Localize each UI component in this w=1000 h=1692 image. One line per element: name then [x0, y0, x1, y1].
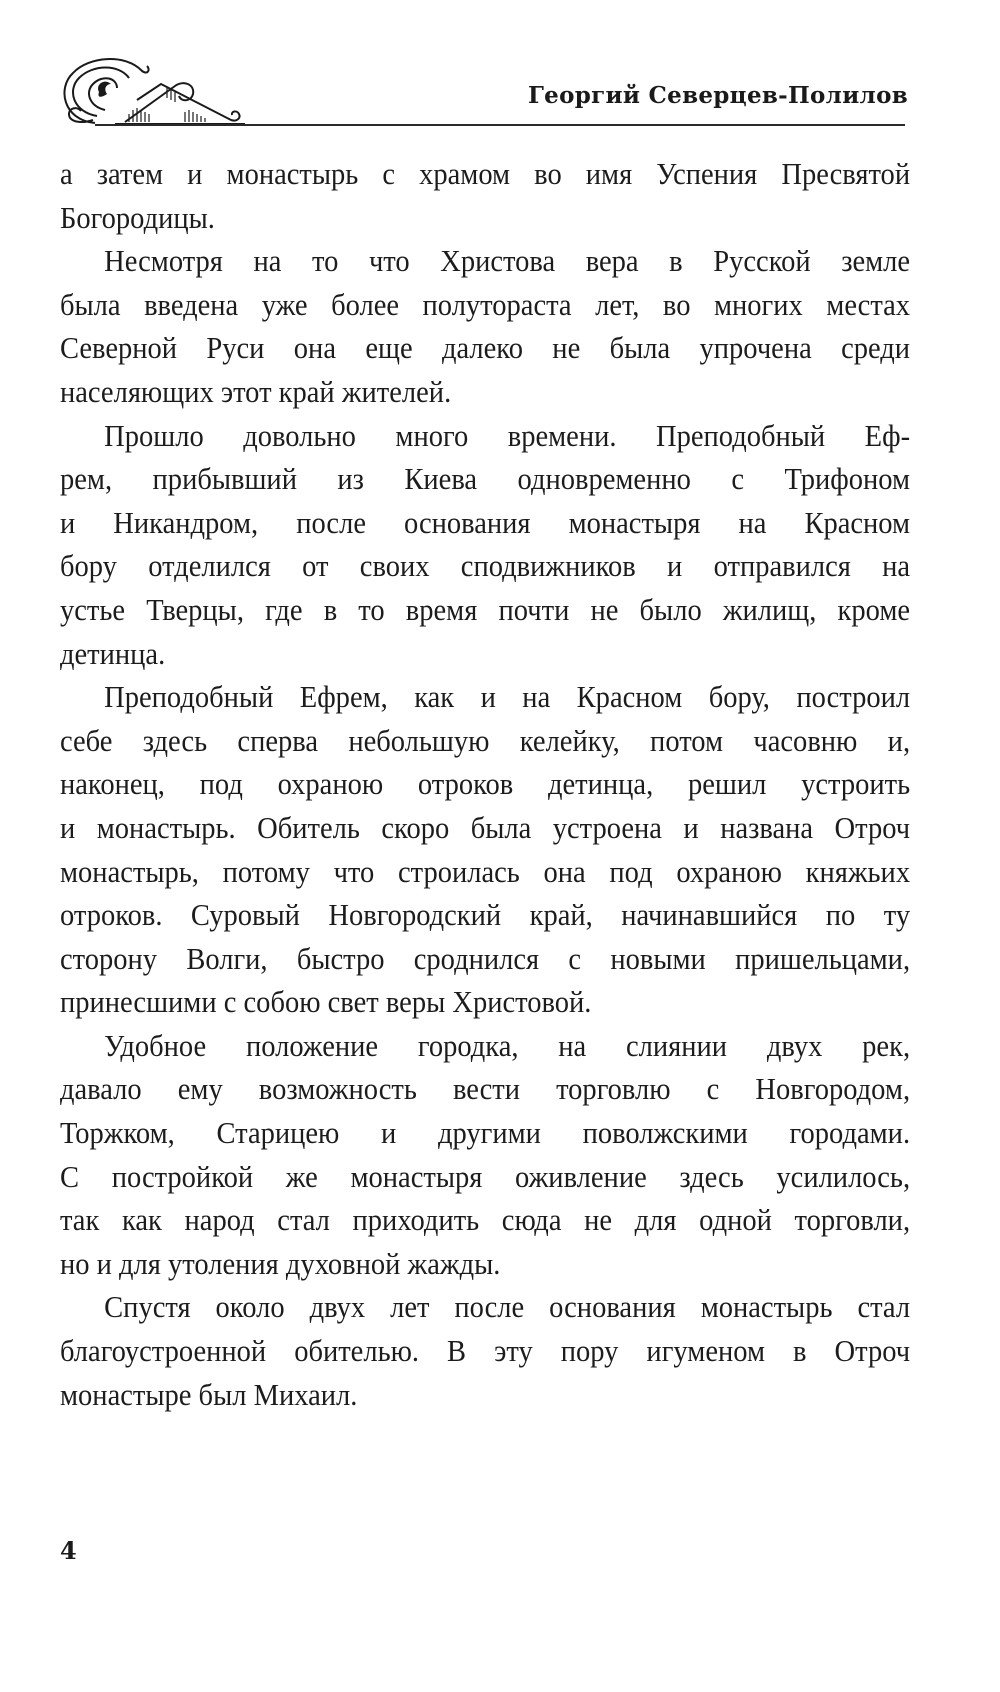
text-line: отроков. Суровый Новгородский край, начинавшийся по ту: [60, 897, 911, 933]
text-line: принесшими с собою свет веры Христовой.: [60, 984, 592, 1020]
body-text: [60, 152, 910, 1416]
header-rule: [95, 124, 905, 126]
text-line: Торжком, Старицею и другими поволжскими городами.: [60, 1115, 911, 1151]
text-line: была введена уже более полутораста лет, во многих местах: [60, 286, 911, 322]
decorative-scroll-ornament-icon: [55, 48, 245, 128]
text-line: благоустроенной обителью. В эту пору игуменом в Отроч: [60, 1333, 911, 1369]
paragraph-first-line: Спустя около двух лет после основания монастырь стал: [104, 1289, 911, 1325]
text-line: и монастырь. Обитель скоро была устроена и названа Отроч: [60, 809, 911, 845]
paragraph-first-line: Прошло довольно много времени. Преподобный Еф-: [104, 417, 911, 453]
text-line: детинца.: [60, 635, 166, 671]
text-line: С постройкой же монастыря оживление здесь усилилось,: [60, 1158, 911, 1194]
text-line: устье Тверцы, где в то время почти не было жилищ, кроме: [60, 591, 911, 627]
text-line: Богородицы.: [60, 199, 215, 235]
text-line: рем, прибывший из Киева одновременно с Трифоном: [60, 461, 911, 497]
running-head-author: Георгий Северцев-Полилов: [527, 82, 908, 109]
text-line: Северной Руси она еще далеко не была упрочена среди: [60, 330, 911, 366]
text-line: а затем и монастырь с храмом во имя Успения Пресвятой: [60, 156, 911, 191]
text-line: и Никандром, после основания монастыря на Красном: [60, 504, 911, 540]
text-line: бору отделился от своих сподвижников и отправился на: [60, 548, 911, 584]
text-line: монастырь, потому что строилась она под охраною княжьих: [60, 853, 911, 889]
text-line: наконец, под охраною отроков детинца, решил устроить: [60, 766, 911, 802]
paragraph-first-line: Преподобный Ефрем, как и на Красном бору, построил: [104, 679, 911, 715]
page-number: 4: [60, 1536, 77, 1565]
paragraph-first-line: Удобное положение городка, на слиянии двух рек,: [104, 1027, 911, 1063]
paragraph-first-line: Несмотря на то что Христова вера в Русской земле: [104, 243, 911, 279]
text-line: монастыре был Михаил.: [60, 1376, 358, 1412]
text-line: давало ему возможность вести торговлю с Новгородом,: [60, 1071, 911, 1107]
text-line: так как народ стал приходить сюда не для одной торговли,: [60, 1202, 911, 1238]
text-line: себе здесь сперва небольшую келейку, потом часовню и,: [60, 722, 911, 758]
text-line: населяющих этот край жителей.: [60, 373, 452, 409]
text-line: но и для утоления духовной жажды.: [60, 1245, 501, 1281]
text-line: сторону Волги, быстро сроднился с новыми пришельцами,: [60, 940, 911, 976]
